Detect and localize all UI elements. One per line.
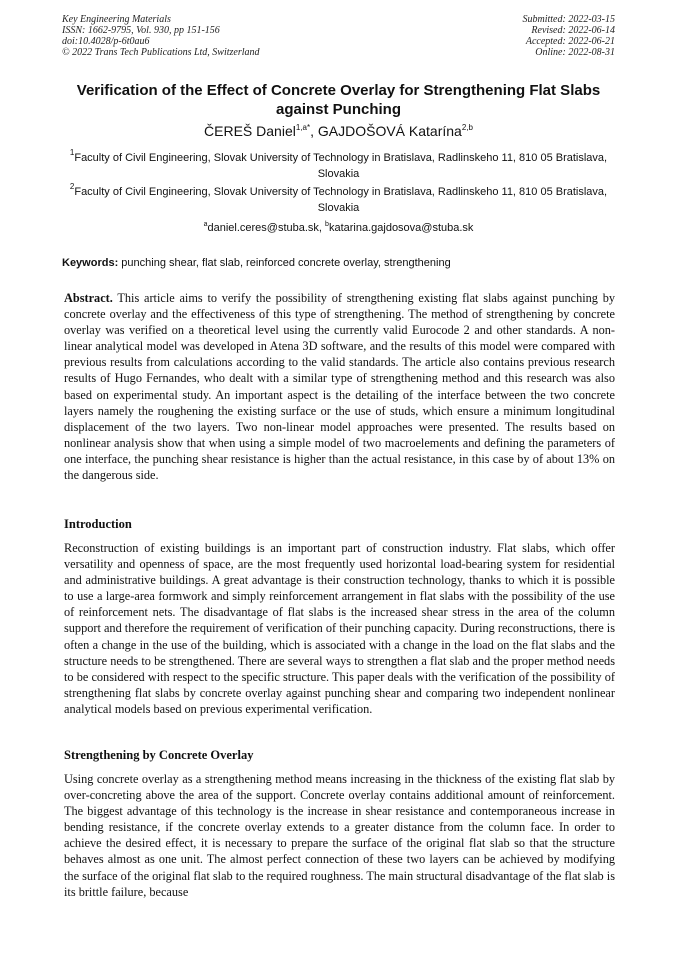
journal-name: Key Engineering Materials <box>62 14 171 25</box>
affiliation-1-text: Faculty of Civil Engineering, Slovak University of Technology in Bratislava, Radlinskeho 11, 810 05 Bratislava, Slovakia <box>74 152 608 180</box>
author-separator: , <box>310 123 318 139</box>
author-line <box>62 122 615 140</box>
journal-issn: ISSN: 1662-9795, Vol. 930, pp 151-156 <box>62 25 220 36</box>
journal-header-right <box>523 14 616 58</box>
email-a[interactable]: daniel.ceres@stuba.sk <box>207 222 319 234</box>
email-a-sup: a <box>203 221 208 228</box>
author-2-sup: 2,b <box>461 123 473 132</box>
abstract-text: This article aims to verify the possibility of strengthening existing flat slabs against punching by concrete overlay and the effectiveness of this type of strengthening. The method of strengthening by concrete overlay was verified on a theoretical level using the currently valid Eurocode 2 and other standards. A non-linear analytical model was developed in Atena 3D software, and the results of this model were compared with previous results from calculations according to the valid standards. The article also contains previous research results of Hugo Fernandes, who dealt with a similar type of strengthening method and this research was also based on experimental study. An important aspect is the detailing of the interface between the two concrete layers namely the roughening the existing surface or the use of studs, which ensure a minimum longitudinal displacement of the two layers. Two non-linear model approaches were presented. The results based on nonlinear analysis show that when using a simple model of two macroelements and defining the parameters of one interface, the punching shear resistance is higher than the actual resistance, in this case by of about 13% on the dangerous side. <box>64 291 615 483</box>
date-revised: Revised: 2022-06-14 <box>531 25 615 36</box>
introduction-heading: Introduction <box>64 517 132 531</box>
abstract-label: Abstract. <box>64 291 113 305</box>
date-submitted: Submitted: 2022-03-15 <box>522 14 615 25</box>
email-b[interactable]: katarina.gajdosova@stuba.sk <box>328 222 474 234</box>
email-line <box>62 220 615 236</box>
affiliation-1-num: 1 <box>69 148 75 157</box>
paper-title: Verification of the Effect of Concrete Overlay for Strengthening Flat Slabs against Punching <box>76 82 601 118</box>
strengthening-heading: Strengthening by Concrete Overlay <box>64 748 254 762</box>
date-accepted: Accepted: 2022-06-21 <box>525 36 615 47</box>
email-b-sup: b <box>325 221 329 228</box>
abstract-paragraph <box>64 290 615 483</box>
strengthening-paragraph: Using concrete overlay as a strengthening method means increasing in the thickness of the existing flat slab by over-concreting above the area of the support. Concrete overlay contains additional amount of reinforcement. The biggest advantage of this technology is the increase in shear resistance and contemporaneous increase in bending resistance, if the concrete overlay extends to a greater distance from the column face. In order to achieve the desired effect, it is necessary to prepare the surface of the original flat slab so that the structure behaves almost as one unit. The almost perfect connection of these two layers can be achieved by modifying the surface of the original flat slab to the required roughness. The main structural disadvantage of the flat slab is its brittle failure, because <box>64 772 615 899</box>
author-1-sup: 1,a* <box>295 123 311 132</box>
author-2: GAJDOŠOVÁ Katarína <box>317 123 462 139</box>
affiliation-2-num: 2 <box>69 182 75 191</box>
journal-copyright: © 2022 Trans Tech Publications Ltd, Switzerland <box>62 47 260 58</box>
email-separator: , <box>318 222 326 234</box>
author-1: ČEREŠ Daniel <box>204 123 296 139</box>
affiliation-2 <box>62 184 615 216</box>
affiliation-1 <box>62 150 615 182</box>
date-online: Online: 2022-08-31 <box>535 47 615 58</box>
keywords-text: punching shear, flat slab, reinforced concrete overlay, strengthening <box>118 257 451 269</box>
keywords-label: Keywords: <box>62 257 119 269</box>
journal-doi: doi:10.4028/p-6t0au6 <box>62 36 150 47</box>
keywords <box>62 256 615 271</box>
affiliation-2-text: Faculty of Civil Engineering, Slovak University of Technology in Bratislava, Radlinskeho 11, 810 05 Bratislava, Slovakia <box>74 186 608 214</box>
journal-header-left <box>62 14 260 58</box>
introduction-paragraph: Reconstruction of existing buildings is an important part of construction industry. Flat slabs, which offer versatility and openness of space, are the most frequently used horizontal load-bearing system for residential and administrative buildings. A great advantage is their construction technology, thanks to which it is possible to use a large-area formwork and simply reinforcement arrangement in flat slabs with the possibility of the use of reinforcement nets. The disadvantage of flat slabs is the increased shear stress in the area of the column support and therefore the requirement of verification of their punching capacity. During reconstructions, there is often a change in the use of the building, which is associated with a change in the load on the flat slabs and the structure needs to be strengthened. There are several ways to strengthen a flat slab and the proper method needs to be considered with respect to the specific structure. This paper deals with the verification of the possibility of strengthening flat slabs by concrete overlay against punching shear and comparing two independent nonlinear analytical models based on previous experimental verification. <box>64 541 615 716</box>
